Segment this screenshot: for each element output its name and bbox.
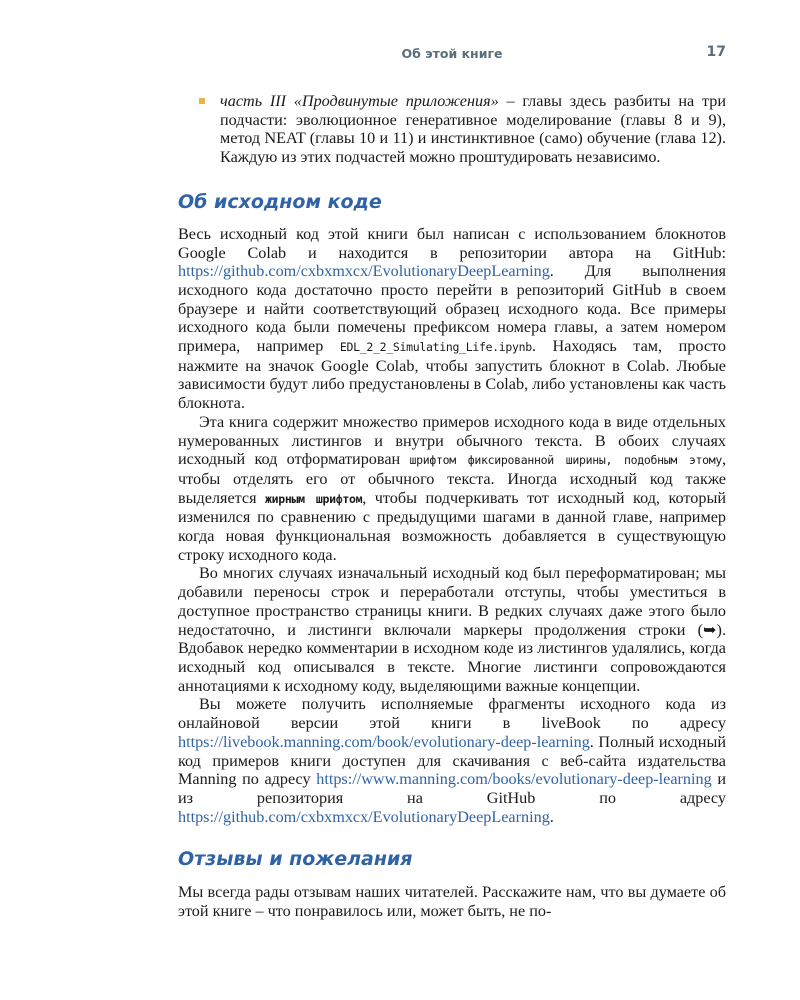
list-item: [178, 92, 726, 167]
inline-code-bold: жирным шрифтом: [265, 491, 363, 506]
text-run: . Для выполнения исходного кода достаточно просто перейти в репозиторий GitHub в своем браузере и найти соответствующий образец исходного кода. Все примеры исходного кода были помечены префиксом номера главы, а затем номером примера, например: [178, 262, 726, 356]
text-run: . Полный исходный код примеров книги доступен для скачивания с веб-сайта издательства Manning по адресу: [178, 732, 726, 789]
text-run: Эта книга содержит множество примеров исходного кода в виде отдельных нумерованных листингов и внутри обычного текста. В обоих случаях исходный код отформатирован: [178, 412, 726, 469]
section-heading-feedback: Отзывы и пожелания: [178, 848, 413, 871]
page-content: [178, 92, 726, 921]
page-number: 17: [706, 44, 726, 60]
manning-link[interactable]: https://www.manning.com/books/evolutionary-deep-learning: [316, 770, 712, 789]
text-run: . Находясь там, просто нажмите на значок Google Colab, чтобы запустить блокнот в Colab. Любые зависимости будут либо предустановлены в Colab, либо установлены как часть блокнота.: [178, 337, 726, 413]
github-repo-link[interactable]: https://github.com/cxbxmxcx/EvolutionaryDeepLearning: [178, 262, 550, 281]
text-run: и из репозитория на GitHub по адресу: [178, 770, 727, 807]
bullet-text: – главы здесь разбиты на три подчасти: эволюционное генеративное моделирование (главы 8 и 9), метод NEAT (главы 10 и 11) и инстинктивное (само) обучение (глава 12). Каждую из этих подчастей можно проштудировать независимо.: [220, 92, 726, 167]
square-bullet-icon: [199, 98, 205, 104]
text-run: , чтобы подчеркивать тот исходный код, который изменился по сравнению с предыдущими шагами в данной главе, например когда новая функциональная возможность добавляется в существующую строку исходного кода.: [178, 488, 726, 564]
text-run: Весь исходный код этой книги был написан с использованием блокнотов Google Colab и находится в репозитории автора на GitHub:: [178, 224, 726, 262]
page-header: [178, 46, 726, 68]
text-run: .: [549, 807, 554, 826]
paragraph: Во многих случаях изначальный исходный код был переформатирован; мы добавили переносы строк и переработали отступы, чтобы уместиться в доступное пространство страницы книги. В редких случаях даже этого было недостаточно, и листинги включали маркеры продолжения строки (➥). Вдобавок нередко комментарии в исходном коде из листингов удалялись, когда исходный код описывался в тексте. Многие листинги сопровождаются аннотациями к исходному коду, выделяющими важные концепции.: [178, 564, 726, 695]
running-title: Об этой книге: [401, 46, 503, 61]
paragraph: [178, 695, 726, 826]
paragraph: Мы всегда рады отзывам наших читателей. Расскажите нам, что вы думаете об этой книге – что понравилось или, может быть, не по-: [178, 883, 726, 921]
inline-code: шрифтом фиксированной ширины, подобным этому: [409, 453, 722, 468]
section-heading-source-code: Об исходном коде: [178, 190, 382, 213]
inline-code: EDL_2_2_Simulating_Life.ipynb: [339, 340, 532, 355]
paragraph: [178, 413, 726, 565]
bullet-lead: часть III «Продвинутые приложения»: [220, 92, 499, 110]
paragraph: [178, 225, 726, 413]
github-repo-link[interactable]: https://github.com/cxbxmxcx/EvolutionaryDeepLearning: [178, 807, 550, 826]
text-run: , чтобы отделять его от обычного текста. Иногда исходный код также выделяется: [178, 450, 726, 507]
livebook-link[interactable]: https://livebook.manning.com/book/evolutionary-deep-learning: [178, 732, 590, 751]
text-run: Вы можете получить исполняемые фрагменты исходного кода из онлайновой версии этой книги в liveBook по адресу: [178, 695, 726, 733]
